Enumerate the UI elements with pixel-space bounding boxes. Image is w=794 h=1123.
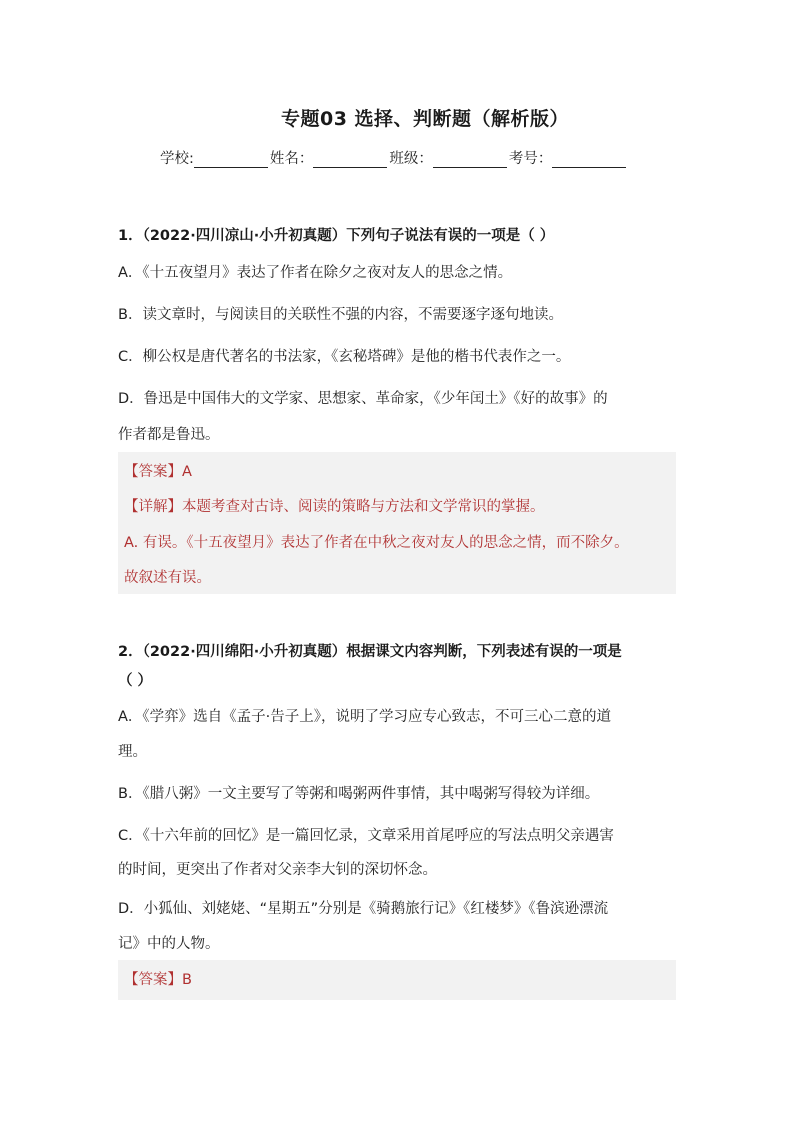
detail-line-a: A. 有误。《十五夜望月》表达了作者在中秋之夜对友人的思念之情，而不除夕。 (124, 535, 629, 551)
detail-tag: 【详解】 (124, 499, 182, 515)
question-number: 2． (118, 644, 143, 660)
option-a: A．《十五夜望月》表达了作者在除夕之夜对友人的思念之情。 (118, 265, 513, 281)
question-number: 1． (118, 228, 143, 244)
question-source: （2022·四川绵阳·小升初真题） (142, 644, 347, 660)
answer-tag: 【答案】 (124, 972, 182, 988)
school-label: 学校: (160, 151, 194, 167)
option-a-continued: 理。 (118, 744, 147, 760)
school-blank (194, 151, 268, 168)
class-blank (433, 151, 507, 168)
exam-no-label: 考号： (508, 151, 553, 167)
answer-panel-1 (118, 452, 676, 594)
option-d-continued: 作者都是鲁迅。 (118, 427, 220, 443)
exam-no-blank (552, 151, 626, 168)
option-d-continued: 记》中的人物。 (118, 936, 220, 952)
name-label: 姓名： (269, 151, 314, 167)
option-c-continued: 的时间，更突出了作者对父亲李大钊的深切怀念。 (118, 862, 437, 878)
option-b: B．《腊八粥》一文主要写了等粥和喝粥两件事情，其中喝粥写得较为详细。 (118, 786, 600, 802)
question-2-bracket: （ ） (118, 673, 153, 689)
option-d: D．小狐仙、刘姥姥、“星期五”分别是《骑鹅旅行记》《红楼梦》《鲁滨逊漂流 (118, 901, 609, 917)
detail-text: 本题考查对古诗、阅读的策略与方法和文学常识的掌握。 (182, 499, 545, 515)
option-b: B．读文章时，与阅读目的关联性不强的内容，不需要逐字逐句地读。 (118, 307, 563, 323)
student-info-fields (160, 147, 628, 168)
question-stem: 根据课文内容判断，下列表述有误的一项是 (346, 644, 622, 660)
option-a: A．《学弈》选自《孟子·告子上》，说明了学习应专心致志，不可三心二意的道 (118, 709, 612, 725)
answer-line (124, 461, 192, 483)
answer-value: B (182, 972, 192, 988)
class-label: 班级： (389, 151, 433, 167)
question-2-heading (118, 638, 678, 666)
option-c: C．《十六年前的回忆》是一篇回忆录，文章采用首尾呼应的写法点明父亲遇害 (118, 828, 614, 844)
page-title: 专题03 选择、判断题（解析版） (280, 108, 570, 130)
option-d: D．鲁迅是中国伟大的文学家、思想家、革命家，《少年闰土》《好的故事》的 (118, 391, 608, 407)
option-c: C．柳公权是唐代著名的书法家，《玄秘塔碑》是他的楷书代表作之一。 (118, 349, 571, 365)
answer-tag: 【答案】 (124, 464, 182, 480)
detail-line-conclusion: 故叙述有误。 (124, 570, 211, 586)
answer-line (124, 969, 192, 991)
question-source: （2022·四川凉山·小升初真题） (142, 228, 347, 244)
question-1-heading (118, 222, 678, 250)
question-stem: 下列句子说法有误的一项是（ ） (346, 228, 555, 244)
answer-panel-2 (118, 960, 676, 1000)
answer-value: A (182, 464, 192, 480)
detail-line (124, 496, 545, 518)
name-blank (313, 151, 387, 168)
